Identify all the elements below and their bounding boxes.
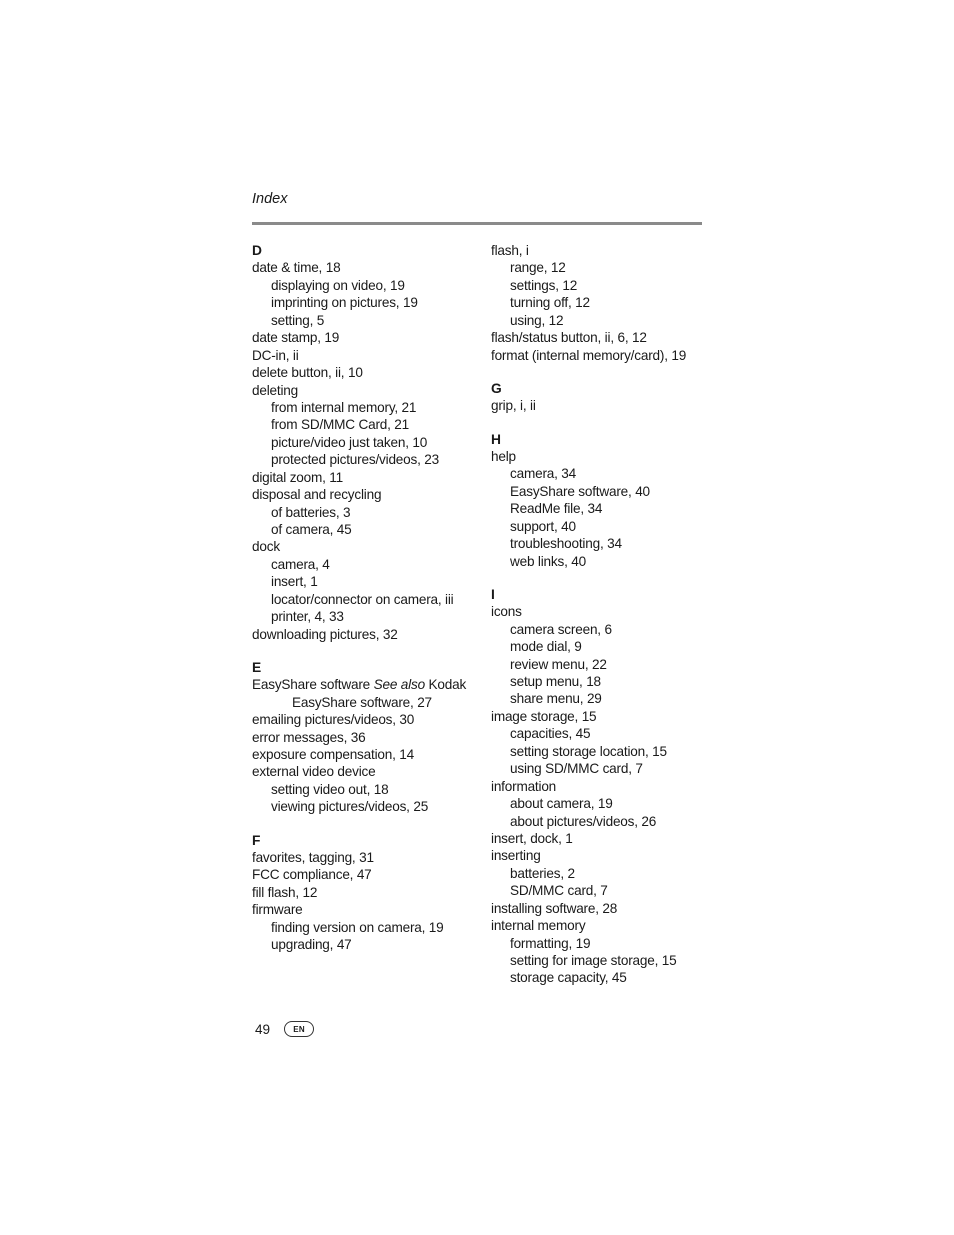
- page-number: 49: [255, 1021, 271, 1037]
- index-subentry: printer, 4, 33: [271, 609, 344, 625]
- index-subentry: EasyShare software, 40: [510, 483, 650, 499]
- index-subentry: setup menu, 18: [510, 674, 601, 690]
- index-subentry: locator/connector on camera, iii: [271, 591, 454, 607]
- index-entry: flash, i: [491, 243, 529, 258]
- index-subentry: SD/MMC card, 7: [510, 883, 608, 899]
- page-footer: [255, 1021, 314, 1037]
- index-subentry: setting video out, 18: [271, 781, 389, 797]
- index-entry: flash/status button, ii, 6, 12: [491, 330, 647, 346]
- see-also-text: See also: [373, 677, 425, 693]
- index-entry: firmware: [252, 902, 303, 918]
- index-subentry: about camera, 19: [510, 796, 613, 812]
- index-entry: inserting: [491, 848, 541, 864]
- section-letter-g: G: [491, 380, 502, 396]
- index-entry: exposure compensation, 14: [252, 747, 415, 763]
- index-subentry: from SD/MMC Card, 21: [271, 417, 410, 433]
- index-entry: insert, dock, 1: [491, 830, 573, 846]
- index-entry: emailing pictures/videos, 30: [252, 712, 415, 728]
- index-subentry: upgrading, 47: [271, 937, 352, 953]
- index-subentry: of batteries, 3: [271, 504, 351, 520]
- index-subentry: range, 12: [510, 260, 566, 276]
- index-entry: dock: [252, 539, 280, 555]
- index-entry: favorites, tagging, 31: [252, 850, 374, 866]
- index-subentry: using, 12: [510, 312, 564, 328]
- index-entry: date & time, 18: [252, 260, 341, 276]
- index-subentry: camera, 34: [510, 466, 577, 482]
- index-entry: fill flash, 12: [252, 884, 318, 900]
- index-entry: help: [491, 448, 516, 464]
- section-letter-h: H: [491, 431, 501, 447]
- index-subentry: of camera, 45: [271, 522, 352, 537]
- index-subentry: web links, 40: [510, 553, 586, 569]
- index-subentry: share menu, 29: [510, 691, 602, 707]
- header-rule: [252, 222, 702, 225]
- index-entry: information: [491, 778, 557, 794]
- index-entry: [252, 676, 477, 693]
- index-entry: date stamp, 19: [252, 330, 340, 346]
- index-column-right: [491, 242, 716, 987]
- index-entry: icons: [491, 604, 522, 620]
- index-subentry: finding version on camera, 19: [271, 919, 444, 935]
- index-subentry: from internal memory, 21: [271, 399, 417, 415]
- index-subentry: capacities, 45: [510, 726, 591, 742]
- index-entry-continuation: EasyShare software, 27: [292, 694, 432, 710]
- index-entry: delete button, ii, 10: [252, 365, 363, 381]
- index-entry: DC-in, ii: [252, 347, 299, 363]
- index-subentry: displaying on video, 19: [271, 277, 405, 293]
- index-subentry: ReadMe file, 34: [510, 501, 603, 517]
- index-column-left: [252, 242, 477, 954]
- index-entry: error messages, 36: [252, 729, 366, 745]
- index-subentry: support, 40: [510, 518, 576, 534]
- index-entry: installing software, 28: [491, 900, 618, 916]
- language-badge: EN: [284, 1021, 314, 1037]
- index-subentry: insert, 1: [271, 574, 318, 590]
- index-subentry: setting, 5: [271, 312, 325, 328]
- entry-text: EasyShare software: [252, 677, 374, 693]
- index-subentry: using SD/MMC card, 7: [510, 761, 643, 777]
- section-letter-f: F: [252, 832, 261, 848]
- index-entry: FCC compliance, 47: [252, 867, 372, 883]
- index-subentry: setting storage location, 15: [510, 743, 667, 759]
- index-subentry: imprinting on pictures, 19: [271, 295, 418, 311]
- index-subentry: review menu, 22: [510, 656, 607, 672]
- section-letter-i: I: [491, 586, 495, 602]
- index-subentry: setting for image storage, 15: [510, 953, 677, 969]
- section-letter-e: E: [252, 659, 262, 675]
- index-subentry: protected pictures/videos, 23: [271, 452, 439, 468]
- entry-text: Kodak: [424, 677, 467, 693]
- index-entry: format (internal memory/card), 19: [491, 347, 687, 363]
- index-entry: grip, i, ii: [491, 398, 536, 414]
- index-entry: disposal and recycling: [252, 487, 382, 503]
- index-subentry: about pictures/videos, 26: [510, 813, 657, 829]
- index-entry: external video device: [252, 764, 376, 780]
- index-entry: downloading pictures, 32: [252, 626, 398, 642]
- index-entry: deleting: [252, 382, 299, 398]
- index-subentry: camera, 4: [271, 556, 330, 572]
- index-subentry: settings, 12: [510, 277, 578, 293]
- running-header: Index: [252, 191, 288, 207]
- index-entry: digital zoom, 11: [252, 469, 344, 485]
- index-subentry: viewing pictures/videos, 25: [271, 799, 429, 815]
- index-subentry: camera screen, 6: [510, 621, 612, 637]
- index-entry: internal memory: [491, 918, 586, 934]
- index-subentry: picture/video just taken, 10: [271, 434, 428, 450]
- index-subentry: storage capacity, 45: [510, 970, 627, 986]
- index-subentry: mode dial, 9: [510, 639, 582, 655]
- index-entry: image storage, 15: [491, 708, 597, 724]
- index-subentry: batteries, 2: [510, 865, 575, 881]
- index-subentry: formatting, 19: [510, 935, 591, 951]
- section-letter-d: D: [252, 243, 262, 258]
- index-subentry: turning off, 12: [510, 295, 590, 311]
- index-subentry: troubleshooting, 34: [510, 536, 622, 552]
